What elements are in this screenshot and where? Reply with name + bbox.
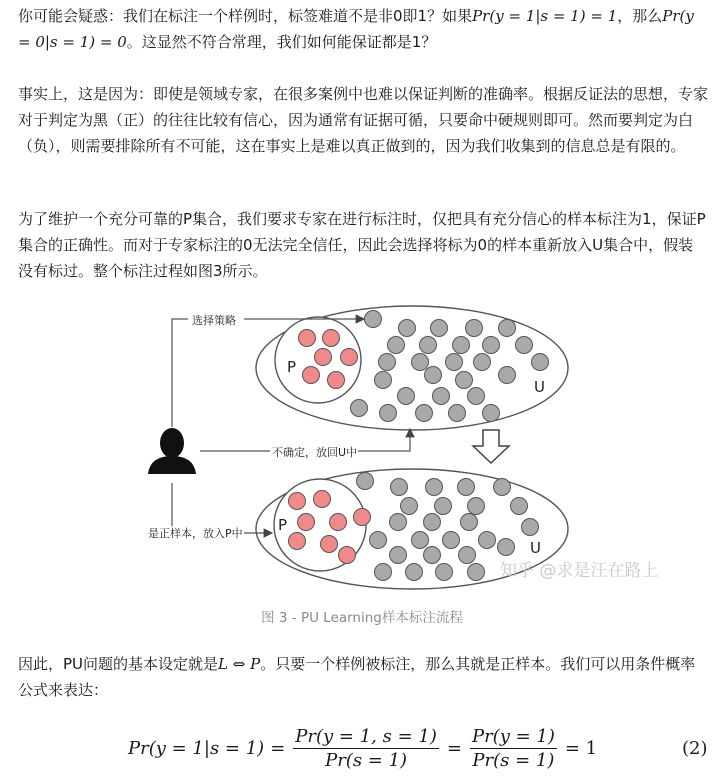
unlabeled-sample xyxy=(433,388,450,405)
positive-sample xyxy=(330,514,347,531)
unlabeled-sample xyxy=(370,532,387,549)
paragraph-explanation: 事实上，这是因为：即使是领域专家，在很多案例中也难以保证判断的准确率。根据反证法的思想，专家对于判定为黑（正）的往往比较有信心，因为通常有证据可循，只要命中硬规则即可。然而要判定为白（负），则需要排除所有不可能，这在事实上是难以真正做到的，因为我们收集到的信息总是有限的。 xyxy=(18,85,709,155)
unlabeled-sample xyxy=(406,564,423,581)
positive-sample xyxy=(289,493,306,510)
unlabeled-sample xyxy=(483,337,500,354)
expert-person-icon xyxy=(148,428,196,474)
unlabeled-sample xyxy=(390,547,407,564)
unlabeled-sample xyxy=(399,320,416,337)
inline-math: Pr(y = 0|s = 1) = 0 xyxy=(18,7,694,51)
unlabeled-sample xyxy=(516,337,533,354)
unlabeled-sample xyxy=(494,479,511,496)
paragraph-conclusion: 因此，PU问题的基本设定就是L ⇔ P。只要一个样例被标注，那么其就是正样本。我们可以用条件概率公式来表达： xyxy=(18,655,696,699)
positive-sample xyxy=(303,367,320,384)
positive-sample xyxy=(315,349,332,366)
paragraph-question: 你可能会疑惑：我们在标注一个样例时，标签难道不是非0即1？如果Pr(y = 1|s = 1) = 1，那么Pr(y = 0|s = 1) = 0。这显然不符合常理，我们如何能保证都是1？ xyxy=(18,7,694,51)
unlabeled-sample xyxy=(431,320,448,337)
eq-rhs: = 1 xyxy=(564,737,598,759)
unlabeled-sample xyxy=(425,367,442,384)
positive-sample xyxy=(354,509,371,526)
unlabeled-sample xyxy=(420,337,437,354)
eq-equals: = xyxy=(446,737,462,759)
eq-lhs: Pr(y = 1|s = 1) xyxy=(128,737,265,759)
paragraph-labeling: 为了维护一个充分可靠的P集合，我们要求专家在进行标注时，仅把具有充分信心的样本标注为1，保证P集合的正确性。而对于专家标注的0无法完全信任，因此会选择将标为0的样本重新放入U集合中，假装没有标过。整个标注过程如图3所示。 xyxy=(18,210,706,280)
positive-sample xyxy=(299,330,316,347)
positive-sample xyxy=(314,491,331,508)
unlabeled-sample xyxy=(466,320,483,337)
unlabeled-sample xyxy=(449,405,466,422)
unlabeled-sample xyxy=(474,354,491,371)
positive-sample xyxy=(341,349,358,366)
unlabeled-sample xyxy=(499,367,516,384)
watermark: 知乎 @求是汪在路上 xyxy=(500,561,659,581)
label-uncertain: 不确定，放回U中 xyxy=(272,446,358,459)
equation-2 xyxy=(128,718,718,778)
unlabeled-sample xyxy=(375,564,392,581)
unlabeled-sample xyxy=(390,514,407,531)
unlabeled-sample xyxy=(424,514,441,531)
positive-sample xyxy=(289,533,306,550)
set-p-label: P xyxy=(278,516,288,534)
unlabeled-sample xyxy=(443,532,460,549)
unlabeled-sample xyxy=(468,388,485,405)
unlabeled-sample xyxy=(511,498,528,515)
inline-math: L ⇔ P xyxy=(218,655,261,673)
down-arrow-icon xyxy=(473,430,509,463)
eq-fraction-2: $\frac{Pr(y = 1)}{Pr(s = 1)}$ xyxy=(471,725,555,771)
unlabeled-sample xyxy=(435,498,452,515)
unlabeled-sample xyxy=(436,564,453,581)
unlabeled-sample xyxy=(461,514,478,531)
unlabeled-sample xyxy=(498,539,515,556)
set-u-label: U xyxy=(534,378,545,396)
set-u-label: U xyxy=(530,539,541,557)
unlabeled-sample xyxy=(398,388,415,405)
unlabeled-sample xyxy=(424,547,441,564)
unlabeled-sample xyxy=(458,479,475,496)
inline-math: Pr(y = 1|s = 1) = 1 xyxy=(472,7,618,25)
unlabeled-sample xyxy=(379,354,396,371)
positive-sample xyxy=(339,547,356,564)
positive-sample xyxy=(328,372,345,389)
set-p-label: P xyxy=(287,358,297,376)
positive-sample xyxy=(321,536,338,553)
figure-pu-labeling xyxy=(0,300,724,590)
unlabeled-sample xyxy=(416,405,433,422)
unlabeled-sample xyxy=(357,473,374,490)
label-positive: 是正样本，放入P中 xyxy=(148,527,243,540)
unlabeled-sample xyxy=(446,354,463,371)
positive-sample xyxy=(323,330,340,347)
unlabeled-sample xyxy=(365,311,382,328)
unlabeled-sample xyxy=(468,564,485,581)
unlabeled-sample xyxy=(453,337,470,354)
unlabeled-sample xyxy=(468,498,485,515)
eq-equals: = xyxy=(270,737,286,759)
unlabeled-sample xyxy=(412,532,429,549)
figure-caption: 图 3 - PU Learning样本标注流程 xyxy=(261,610,463,626)
unlabeled-sample xyxy=(351,400,368,417)
unlabeled-sample xyxy=(426,479,443,496)
unlabeled-sample xyxy=(479,532,496,549)
equation-number: (2) xyxy=(682,737,708,759)
unlabeled-sample xyxy=(412,354,429,371)
unlabeled-sample xyxy=(391,479,408,496)
unlabeled-sample xyxy=(499,320,516,337)
unlabeled-sample xyxy=(388,337,405,354)
unlabeled-sample xyxy=(532,354,549,371)
unlabeled-sample xyxy=(522,519,539,536)
eq-fraction-1: $\frac{Pr(y = 1, s = 1)}{Pr(s = 1)}$ xyxy=(295,725,437,771)
unlabeled-sample xyxy=(375,372,392,389)
unlabeled-sample xyxy=(401,498,418,515)
unlabeled-sample xyxy=(483,405,500,422)
unlabeled-sample xyxy=(459,547,476,564)
positive-sample xyxy=(298,514,315,531)
label-strategy: 选择策略 xyxy=(192,314,236,327)
unlabeled-sample xyxy=(456,372,473,389)
diagram xyxy=(0,300,724,590)
unlabeled-sample xyxy=(380,405,397,422)
